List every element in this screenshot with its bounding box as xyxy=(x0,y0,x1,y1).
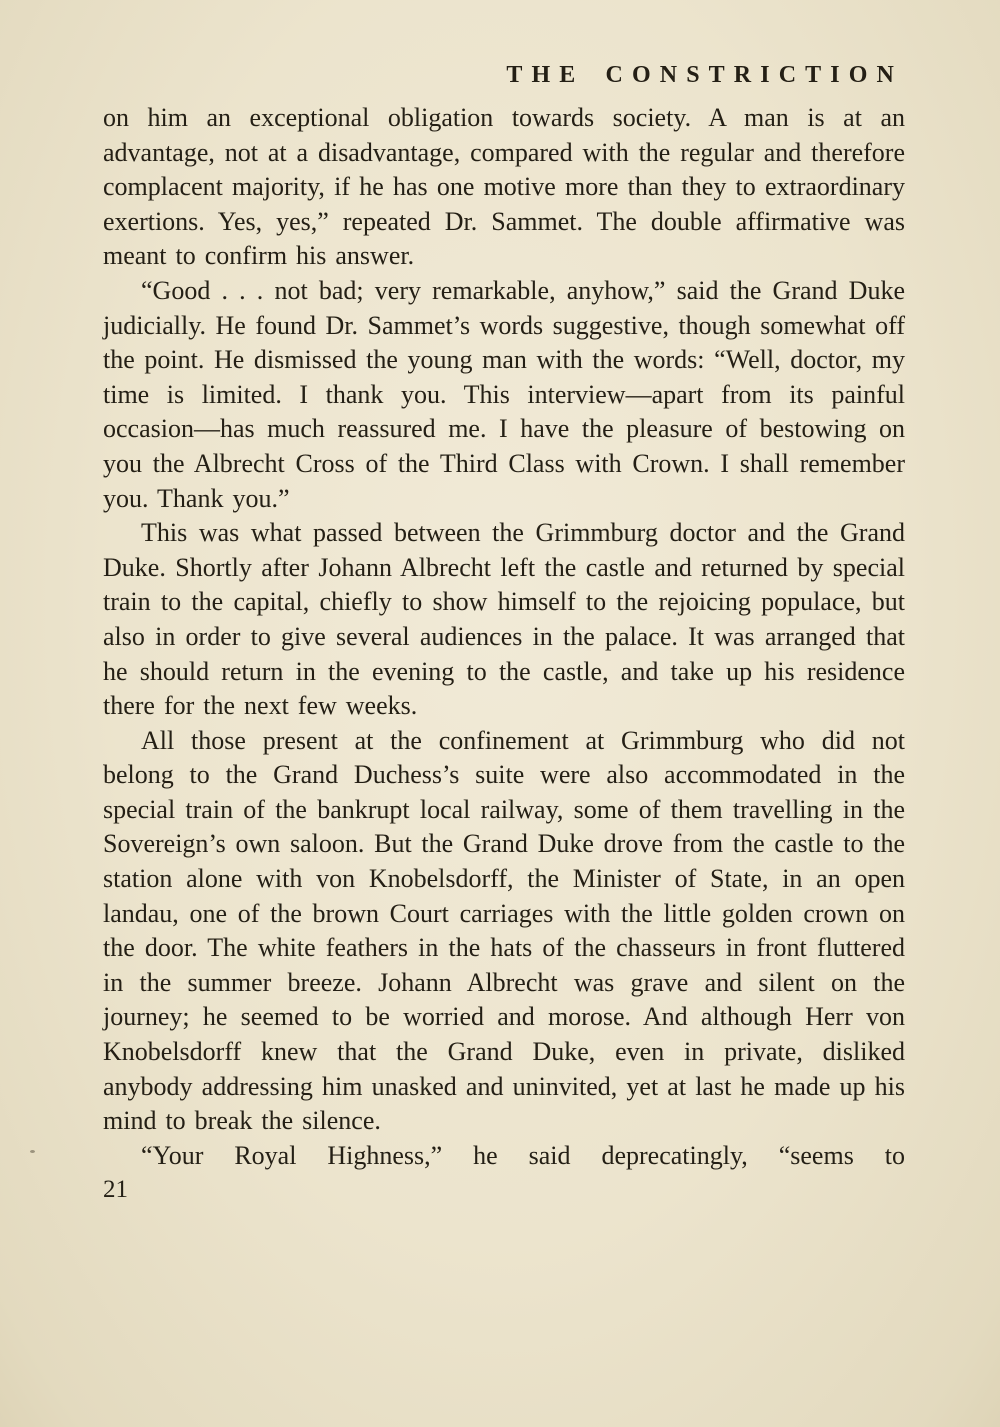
scan-speck xyxy=(30,1150,35,1153)
paragraph: “Good . . . not bad; very remarkable, anyhow,” said the Grand Duke judicially. He found Dr. Sammet’s words suggestive, though somewhat off the point. He dismissed the young man with the words: “Well, doctor, my time is limited. I thank you. This interview—apart from its painful occasion—has much reassured me. I have the pleasure of bestowing on you the Albrecht Cross of the Third Class with Crown. I shall remember you. Thank you.” xyxy=(103,275,905,513)
paragraph: “Your Royal Highness,” he said deprecatingly, “seems to xyxy=(141,1140,905,1170)
page-number: 21 xyxy=(103,1176,128,1204)
paragraph: on him an exceptional obligation towards society. A man is at an advantage, not at a disadvantage, compared with the regular and therefore complacent majority, if he has one motive more than they to extraordinary exertions. Yes, yes,” repeated Dr. Sammet. The double affirmative was meant to confirm his answer. xyxy=(103,103,905,271)
paragraph: All those present at the confinement at Grimmburg who did not belong to the Grand Duchess’s suite were also accommodated in the special train of the bankrupt local railway, some of them travelling in the Sovereign’s own saloon. But the Grand Duke drove from the castle to the station alone with von Knobelsdorff, the Minister of State, in an open landau, one of the brown Court carriages with the little golden crown on the door. The white feathers in the hats of the chasseurs in front fluttered in the summer breeze. Johann Albrecht was grave and silent on the journey; he seemed to be worried and morose. And although Herr von Knobelsdorff knew that the Grand Duke, even in private, disliked anybody addressing him unasked and uninvited, yet at last he made up his mind to break the silence. xyxy=(103,725,905,1136)
text-block xyxy=(103,101,905,1208)
running-header: THE CONSTRICTION xyxy=(506,62,903,88)
paragraph: This was what passed between the Grimmburg doctor and the Grand Duke. Shortly after Johann Albrecht left the castle and returned by special train to the capital, chiefly to show himself to the rejoicing populace, but also in order to give several audiences in the palace. It was arranged that he should return in the evening to the castle, and take up his residence there for the next few weeks. xyxy=(103,518,905,721)
